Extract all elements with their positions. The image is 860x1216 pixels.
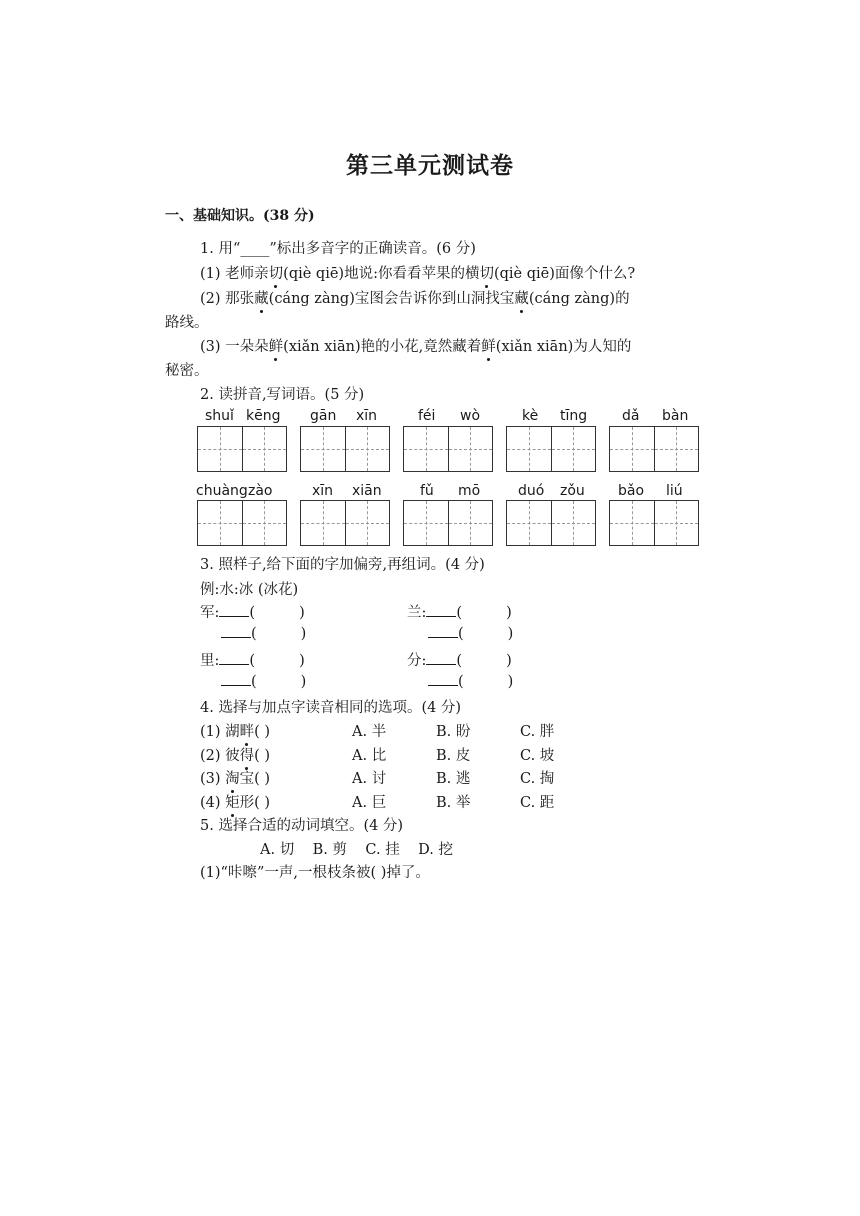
paren-open: ( xyxy=(456,605,463,621)
q4-option-b: B. 逃 xyxy=(436,771,471,787)
dotted-char: 鲜 xyxy=(269,335,284,356)
answer-blank[interactable] xyxy=(219,652,249,665)
paren-close: ) xyxy=(507,674,514,690)
q1-s3-b: (xiǎn xiān)艳的小花,竟然藏着 xyxy=(283,339,482,355)
dotted-char: 藏 xyxy=(254,287,269,308)
q4-char-tail: 宝 xyxy=(239,771,255,787)
answer-blank[interactable] xyxy=(428,625,458,638)
dotted-char: 切 xyxy=(269,262,284,283)
paren-open: ( xyxy=(249,605,256,621)
q4-option-a: A. 半 xyxy=(352,724,387,740)
pinyin-label: zǒu xyxy=(560,483,585,499)
question-1-stem xyxy=(200,237,476,258)
q4-option-c: C. 坡 xyxy=(520,748,555,764)
writing-grid[interactable] xyxy=(506,426,596,472)
question-5-sentence-1: (1)“咔嚓”一声,一根枝条被( )掉了。 xyxy=(200,865,430,881)
q4-num: (1) 湖 xyxy=(200,724,240,740)
paren-close: ) xyxy=(300,674,307,690)
answer-blank[interactable] xyxy=(426,604,456,617)
q4-num: (3) xyxy=(200,771,226,787)
pinyin-label: féi xyxy=(418,408,436,424)
question-1-sentence-2-cont: 路线。 xyxy=(165,315,209,331)
q3-item-jun xyxy=(200,601,305,622)
q3-item-li xyxy=(200,649,305,670)
q1-s3-a: (3) 一朵朵 xyxy=(200,339,269,355)
q3-item-jun-2 xyxy=(221,625,306,642)
paren-close: ) xyxy=(299,605,305,621)
question-1-sentence-1 xyxy=(200,262,635,283)
q1-s1-b: (qiè qiē)地说:你看看苹果的横 xyxy=(283,266,480,282)
writing-grid[interactable] xyxy=(197,500,287,546)
q4-num: (4) xyxy=(200,795,226,811)
q3-item-lan-2 xyxy=(428,625,513,642)
pinyin-label: xīn xyxy=(312,483,334,499)
q4-option-c: C. 胖 xyxy=(520,724,555,740)
dotted-char: 得 xyxy=(240,744,255,765)
q4-row-2 xyxy=(200,744,270,765)
pinyin-label: wò xyxy=(460,408,481,424)
pinyin-label: duó xyxy=(518,483,545,499)
paren-open: ( xyxy=(251,674,257,690)
dotted-char: 矩 xyxy=(225,791,240,812)
q4-char-tail: 形 xyxy=(239,795,255,811)
paren-close: ) xyxy=(507,626,514,642)
answer-blank[interactable] xyxy=(428,673,458,686)
pinyin-label: mō xyxy=(458,483,481,499)
paren-close: ) xyxy=(506,653,512,669)
dotted-char: 淘 xyxy=(225,767,240,788)
section-heading-basics: 一、基础知识。(38 分) xyxy=(165,208,315,224)
pinyin-label: bàn xyxy=(662,408,689,424)
paren-open: ( xyxy=(458,674,464,690)
pinyin-label: chuàng xyxy=(196,483,248,499)
q3-char: 分: xyxy=(407,653,427,669)
q4-num: (2) 彼 xyxy=(200,748,240,764)
answer-paren[interactable]: ( ) xyxy=(254,771,271,787)
paren-open: ( xyxy=(456,653,463,669)
pinyin-label: gān xyxy=(310,408,337,424)
writing-grid[interactable] xyxy=(300,500,390,546)
question-1-sentence-3 xyxy=(200,335,631,356)
writing-grid[interactable] xyxy=(506,500,596,546)
q3-item-li-2 xyxy=(221,673,306,690)
question-3-example: 例:水:冰 (冰花) xyxy=(200,582,299,598)
q4-option-b: B. 皮 xyxy=(436,748,471,764)
q1-stem-a: 1. 用“ xyxy=(200,241,241,257)
pinyin-label: tīng xyxy=(560,408,588,424)
q3-char: 军: xyxy=(200,605,220,621)
pinyin-label: xiān xyxy=(352,483,382,499)
dotted-char: 切 xyxy=(479,262,494,283)
paren-open: ( xyxy=(249,653,256,669)
q1-s2-a: (2) 那张 xyxy=(200,291,255,307)
answer-blank[interactable] xyxy=(221,673,251,686)
page-title: 第三单元测试卷 xyxy=(346,152,514,179)
answer-paren[interactable]: ( ) xyxy=(254,795,271,811)
answer-paren[interactable]: ( ) xyxy=(254,724,271,740)
writing-grid[interactable] xyxy=(197,426,287,472)
answer-blank[interactable] xyxy=(426,652,456,665)
q3-char: 里: xyxy=(200,653,220,669)
writing-grid[interactable] xyxy=(609,500,699,546)
q1-s3-c: (xiǎn xiān)为人知的 xyxy=(495,339,632,355)
q4-option-a: A. 比 xyxy=(352,748,387,764)
q4-option-c: C. 距 xyxy=(520,795,555,811)
q1-stem-b: ”标出多音字的正确读音。(6 分) xyxy=(269,241,476,257)
answer-paren[interactable]: ( ) xyxy=(254,748,271,764)
q4-option-a: A. 讨 xyxy=(352,771,387,787)
pinyin-label: fǔ xyxy=(420,483,434,499)
q4-row-3 xyxy=(200,767,270,788)
question-2-stem: 2. 读拼音,写词语。(5 分) xyxy=(200,387,365,403)
paren-open: ( xyxy=(458,626,464,642)
q1-s2-c: (cáng zàng)的 xyxy=(528,291,630,307)
pinyin-label: kēng xyxy=(246,408,281,424)
writing-grid[interactable] xyxy=(403,500,493,546)
q1-s1-a: (1) 老师亲 xyxy=(200,266,269,282)
paren-close: ) xyxy=(300,626,307,642)
writing-grid[interactable] xyxy=(609,426,699,472)
paren-close: ) xyxy=(299,653,305,669)
q4-option-b: B. 举 xyxy=(436,795,471,811)
answer-blank[interactable] xyxy=(221,625,251,638)
question-1-sentence-2 xyxy=(200,287,630,308)
question-1-sentence-3-cont: 秘密。 xyxy=(165,363,209,379)
answer-blank[interactable] xyxy=(219,604,249,617)
q4-row-1 xyxy=(200,720,270,741)
question-3-stem: 3. 照样子,给下面的字加偏旁,再组词。(4 分) xyxy=(200,557,485,573)
q4-option-b: B. 盼 xyxy=(436,724,471,740)
q4-option-c: C. 掏 xyxy=(520,771,555,787)
q1-s2-b: (cáng zàng)宝图会告诉你到山洞找宝 xyxy=(268,291,515,307)
paren-close: ) xyxy=(506,605,512,621)
pinyin-label: dǎ xyxy=(622,408,640,424)
dotted-char: 畔 xyxy=(240,720,255,741)
q3-item-fen-2 xyxy=(428,673,513,690)
pinyin-label: shuǐ xyxy=(205,408,234,424)
q3-char: 兰: xyxy=(407,605,427,621)
pinyin-label: kè xyxy=(522,408,539,424)
pinyin-label: bǎo xyxy=(618,483,645,499)
pinyin-label: liú xyxy=(666,483,683,499)
writing-grid[interactable] xyxy=(403,426,493,472)
q1-stem-blank: ____ xyxy=(240,241,270,257)
q3-item-lan xyxy=(407,601,512,622)
dotted-char: 藏 xyxy=(514,287,529,308)
q4-row-4 xyxy=(200,791,270,812)
paren-open: ( xyxy=(251,626,257,642)
dotted-char: 鲜 xyxy=(481,335,496,356)
pinyin-label: xīn xyxy=(356,408,378,424)
question-4-stem: 4. 选择与加点字读音相同的选项。(4 分) xyxy=(200,700,462,716)
q1-s1-c: (qiè qiē)面像个什么? xyxy=(493,266,636,282)
question-5-options: A. 切 B. 剪 C. 挂 D. 挖 xyxy=(260,842,453,858)
q4-option-a: A. 巨 xyxy=(352,795,387,811)
writing-grid[interactable] xyxy=(300,426,390,472)
pinyin-label: zào xyxy=(248,483,273,499)
q3-item-fen xyxy=(407,649,512,670)
question-5-stem: 5. 选择合适的动词填空。(4 分) xyxy=(200,818,404,834)
